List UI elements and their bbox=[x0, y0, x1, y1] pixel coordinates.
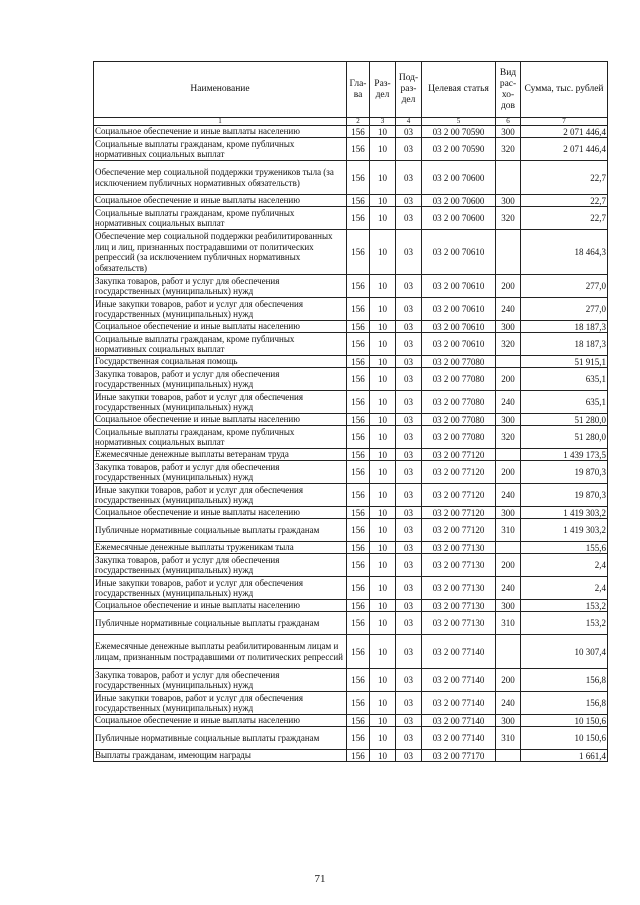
column-number: 5 bbox=[422, 118, 496, 126]
row-chapter: 156 bbox=[347, 635, 370, 669]
row-subsection: 03 bbox=[396, 542, 422, 554]
row-target: 03 2 00 77080 bbox=[422, 391, 496, 414]
row-expense-type: 320 bbox=[496, 138, 521, 161]
row-name: Закупка товаров, работ и услуг для обеспечения государственных (муниципальных) нужд bbox=[94, 554, 347, 577]
table-row bbox=[94, 519, 608, 542]
row-subsection: 03 bbox=[396, 426, 422, 449]
row-amount: 635,1 bbox=[521, 368, 608, 391]
table-row bbox=[94, 321, 608, 333]
row-name: Государственная социальная помощь bbox=[94, 356, 347, 368]
row-name: Публичные нормативные социальные выплаты гражданам bbox=[94, 727, 347, 750]
row-section: 10 bbox=[370, 391, 396, 414]
row-amount: 2 071 446,4 bbox=[521, 126, 608, 138]
row-name: Закупка товаров, работ и услуг для обеспечения государственных (муниципальных) нужд bbox=[94, 461, 347, 484]
row-chapter: 156 bbox=[347, 727, 370, 750]
row-target: 03 2 00 77120 bbox=[422, 461, 496, 484]
column-number: 2 bbox=[347, 118, 370, 126]
row-subsection: 03 bbox=[396, 612, 422, 635]
row-name: Иные закупки товаров, работ и услуг для обеспечения государственных (муниципальных) нужд bbox=[94, 484, 347, 507]
header-row bbox=[94, 62, 608, 118]
row-chapter: 156 bbox=[347, 484, 370, 507]
row-name: Закупка товаров, работ и услуг для обеспечения государственных (муниципальных) нужд bbox=[94, 669, 347, 692]
row-expense-type bbox=[496, 635, 521, 669]
row-chapter: 156 bbox=[347, 414, 370, 426]
row-name: Социальное обеспечение и иные выплаты населению bbox=[94, 715, 347, 727]
table-row bbox=[94, 333, 608, 356]
column-number: 4 bbox=[396, 118, 422, 126]
row-chapter: 156 bbox=[347, 750, 370, 762]
row-subsection: 03 bbox=[396, 715, 422, 727]
row-section: 10 bbox=[370, 195, 396, 207]
row-section: 10 bbox=[370, 333, 396, 356]
header-name: Наименование bbox=[94, 62, 347, 118]
column-number: 3 bbox=[370, 118, 396, 126]
row-chapter: 156 bbox=[347, 391, 370, 414]
row-chapter: 156 bbox=[347, 161, 370, 195]
row-subsection: 03 bbox=[396, 356, 422, 368]
row-target: 03 2 00 77080 bbox=[422, 414, 496, 426]
row-name: Закупка товаров, работ и услуг для обеспечения государственных (муниципальных) нужд bbox=[94, 275, 347, 298]
row-chapter: 156 bbox=[347, 207, 370, 230]
row-target: 03 2 00 77120 bbox=[422, 519, 496, 542]
row-name: Публичные нормативные социальные выплаты гражданам bbox=[94, 519, 347, 542]
row-subsection: 03 bbox=[396, 230, 422, 275]
row-chapter: 156 bbox=[347, 612, 370, 635]
row-expense-type: 200 bbox=[496, 461, 521, 484]
row-amount: 18 464,3 bbox=[521, 230, 608, 275]
row-section: 10 bbox=[370, 519, 396, 542]
row-amount: 156,8 bbox=[521, 669, 608, 692]
table-row bbox=[94, 391, 608, 414]
row-target: 03 2 00 77120 bbox=[422, 507, 496, 519]
row-subsection: 03 bbox=[396, 298, 422, 321]
table-row bbox=[94, 727, 608, 750]
row-name: Социальные выплаты гражданам, кроме публичных нормативных социальных выплат bbox=[94, 333, 347, 356]
table-row bbox=[94, 426, 608, 449]
row-subsection: 03 bbox=[396, 519, 422, 542]
row-chapter: 156 bbox=[347, 600, 370, 612]
budget-table bbox=[93, 61, 608, 762]
row-chapter: 156 bbox=[347, 715, 370, 727]
table-row bbox=[94, 230, 608, 275]
column-number: 7 bbox=[521, 118, 608, 126]
row-expense-type: 240 bbox=[496, 391, 521, 414]
table-row bbox=[94, 449, 608, 461]
row-target: 03 2 00 77120 bbox=[422, 449, 496, 461]
row-subsection: 03 bbox=[396, 126, 422, 138]
row-name: Обеспечение мер социальной поддержки тружеников тыла (за исключением публичных нормативных обязательств) bbox=[94, 161, 347, 195]
row-name: Публичные нормативные социальные выплаты гражданам bbox=[94, 612, 347, 635]
row-chapter: 156 bbox=[347, 138, 370, 161]
row-chapter: 156 bbox=[347, 333, 370, 356]
row-subsection: 03 bbox=[396, 484, 422, 507]
table-row bbox=[94, 577, 608, 600]
header-section: Раз-дел bbox=[370, 62, 396, 118]
row-section: 10 bbox=[370, 635, 396, 669]
row-subsection: 03 bbox=[396, 321, 422, 333]
row-amount: 1 419 303,2 bbox=[521, 507, 608, 519]
row-name: Иные закупки товаров, работ и услуг для обеспечения государственных (муниципальных) нужд bbox=[94, 577, 347, 600]
row-amount: 1 419 303,2 bbox=[521, 519, 608, 542]
row-subsection: 03 bbox=[396, 507, 422, 519]
row-subsection: 03 bbox=[396, 692, 422, 715]
header-chapter: Гла-ва bbox=[347, 62, 370, 118]
row-subsection: 03 bbox=[396, 207, 422, 230]
row-amount: 22,7 bbox=[521, 195, 608, 207]
row-chapter: 156 bbox=[347, 554, 370, 577]
row-subsection: 03 bbox=[396, 449, 422, 461]
row-target: 03 2 00 70590 bbox=[422, 126, 496, 138]
row-section: 10 bbox=[370, 554, 396, 577]
row-subsection: 03 bbox=[396, 750, 422, 762]
row-name: Закупка товаров, работ и услуг для обеспечения государственных (муниципальных) нужд bbox=[94, 368, 347, 391]
row-amount: 51 915,1 bbox=[521, 356, 608, 368]
row-amount: 155,6 bbox=[521, 542, 608, 554]
row-target: 03 2 00 70600 bbox=[422, 161, 496, 195]
row-target: 03 2 00 77130 bbox=[422, 542, 496, 554]
table-row bbox=[94, 195, 608, 207]
row-subsection: 03 bbox=[396, 635, 422, 669]
row-section: 10 bbox=[370, 368, 396, 391]
row-expense-type: 200 bbox=[496, 669, 521, 692]
row-name: Социальное обеспечение и иные выплаты населению bbox=[94, 507, 347, 519]
row-name: Социальное обеспечение и иные выплаты населению bbox=[94, 126, 347, 138]
row-chapter: 156 bbox=[347, 461, 370, 484]
row-chapter: 156 bbox=[347, 321, 370, 333]
row-amount: 2,4 bbox=[521, 554, 608, 577]
header-target: Целевая статья bbox=[422, 62, 496, 118]
row-name: Социальное обеспечение и иные выплаты населению bbox=[94, 600, 347, 612]
table-row bbox=[94, 715, 608, 727]
table-row bbox=[94, 484, 608, 507]
row-subsection: 03 bbox=[396, 333, 422, 356]
row-section: 10 bbox=[370, 321, 396, 333]
row-target: 03 2 00 70610 bbox=[422, 333, 496, 356]
row-name: Обеспечение мер социальной поддержки реабилитированных лиц и лиц, признанных пострадавшими от политических репрессий (за исключением публичных нормативных обязательств) bbox=[94, 230, 347, 275]
row-section: 10 bbox=[370, 426, 396, 449]
row-subsection: 03 bbox=[396, 461, 422, 484]
row-amount: 10 150,6 bbox=[521, 715, 608, 727]
row-name: Социальное обеспечение и иные выплаты населению bbox=[94, 195, 347, 207]
row-subsection: 03 bbox=[396, 161, 422, 195]
row-expense-type: 320 bbox=[496, 333, 521, 356]
row-amount: 635,1 bbox=[521, 391, 608, 414]
row-expense-type: 200 bbox=[496, 554, 521, 577]
row-subsection: 03 bbox=[396, 414, 422, 426]
table-row bbox=[94, 161, 608, 195]
row-chapter: 156 bbox=[347, 507, 370, 519]
row-amount: 2 071 446,4 bbox=[521, 138, 608, 161]
row-name: Социальное обеспечение и иные выплаты населению bbox=[94, 414, 347, 426]
row-expense-type: 300 bbox=[496, 321, 521, 333]
table-row bbox=[94, 692, 608, 715]
row-amount: 22,7 bbox=[521, 161, 608, 195]
row-name: Социальные выплаты гражданам, кроме публичных нормативных социальных выплат bbox=[94, 426, 347, 449]
row-name: Ежемесячные денежные выплаты ветеранам труда bbox=[94, 449, 347, 461]
table-row bbox=[94, 298, 608, 321]
table-row bbox=[94, 507, 608, 519]
table-row bbox=[94, 542, 608, 554]
row-expense-type: 200 bbox=[496, 275, 521, 298]
row-section: 10 bbox=[370, 577, 396, 600]
row-expense-type: 300 bbox=[496, 600, 521, 612]
row-expense-type: 240 bbox=[496, 484, 521, 507]
row-chapter: 156 bbox=[347, 692, 370, 715]
row-expense-type: 300 bbox=[496, 715, 521, 727]
row-subsection: 03 bbox=[396, 669, 422, 692]
table-row bbox=[94, 126, 608, 138]
row-expense-type: 300 bbox=[496, 195, 521, 207]
row-target: 03 2 00 77130 bbox=[422, 612, 496, 635]
row-amount: 2,4 bbox=[521, 577, 608, 600]
row-target: 03 2 00 77130 bbox=[422, 577, 496, 600]
row-expense-type bbox=[496, 542, 521, 554]
row-amount: 51 280,0 bbox=[521, 414, 608, 426]
row-chapter: 156 bbox=[347, 356, 370, 368]
row-section: 10 bbox=[370, 161, 396, 195]
row-expense-type bbox=[496, 449, 521, 461]
row-expense-type bbox=[496, 750, 521, 762]
row-subsection: 03 bbox=[396, 275, 422, 298]
row-name: Иные закупки товаров, работ и услуг для обеспечения государственных (муниципальных) нужд bbox=[94, 692, 347, 715]
row-target: 03 2 00 77170 bbox=[422, 750, 496, 762]
budget-table-container bbox=[93, 61, 607, 762]
row-name: Ежемесячные денежные выплаты труженикам тыла bbox=[94, 542, 347, 554]
row-expense-type: 320 bbox=[496, 426, 521, 449]
row-amount: 153,2 bbox=[521, 612, 608, 635]
row-chapter: 156 bbox=[347, 426, 370, 449]
table-row bbox=[94, 554, 608, 577]
row-name: Социальные выплаты гражданам, кроме публичных нормативных социальных выплат bbox=[94, 207, 347, 230]
row-subsection: 03 bbox=[396, 368, 422, 391]
row-target: 03 2 00 77140 bbox=[422, 692, 496, 715]
row-expense-type: 200 bbox=[496, 368, 521, 391]
row-chapter: 156 bbox=[347, 126, 370, 138]
row-target: 03 2 00 77130 bbox=[422, 600, 496, 612]
row-amount: 277,0 bbox=[521, 298, 608, 321]
row-section: 10 bbox=[370, 507, 396, 519]
table-row bbox=[94, 207, 608, 230]
row-section: 10 bbox=[370, 207, 396, 230]
row-amount: 19 870,3 bbox=[521, 484, 608, 507]
row-subsection: 03 bbox=[396, 577, 422, 600]
row-section: 10 bbox=[370, 692, 396, 715]
column-number: 6 bbox=[496, 118, 521, 126]
column-number: 1 bbox=[94, 118, 347, 126]
row-expense-type: 240 bbox=[496, 692, 521, 715]
row-subsection: 03 bbox=[396, 554, 422, 577]
row-amount: 156,8 bbox=[521, 692, 608, 715]
row-subsection: 03 bbox=[396, 391, 422, 414]
row-target: 03 2 00 70600 bbox=[422, 195, 496, 207]
row-section: 10 bbox=[370, 715, 396, 727]
row-chapter: 156 bbox=[347, 275, 370, 298]
row-name: Выплаты гражданам, имеющим награды bbox=[94, 750, 347, 762]
table-row bbox=[94, 356, 608, 368]
row-amount: 22,7 bbox=[521, 207, 608, 230]
row-target: 03 2 00 70610 bbox=[422, 230, 496, 275]
row-section: 10 bbox=[370, 669, 396, 692]
row-section: 10 bbox=[370, 126, 396, 138]
row-amount: 153,2 bbox=[521, 600, 608, 612]
row-chapter: 156 bbox=[347, 298, 370, 321]
row-subsection: 03 bbox=[396, 600, 422, 612]
row-target: 03 2 00 77120 bbox=[422, 484, 496, 507]
row-chapter: 156 bbox=[347, 542, 370, 554]
row-expense-type bbox=[496, 230, 521, 275]
row-amount: 18 187,3 bbox=[521, 321, 608, 333]
row-amount: 10 307,4 bbox=[521, 635, 608, 669]
row-section: 10 bbox=[370, 414, 396, 426]
row-section: 10 bbox=[370, 542, 396, 554]
row-target: 03 2 00 77140 bbox=[422, 715, 496, 727]
row-expense-type: 300 bbox=[496, 414, 521, 426]
row-target: 03 2 00 70590 bbox=[422, 138, 496, 161]
row-chapter: 156 bbox=[347, 669, 370, 692]
row-target: 03 2 00 77130 bbox=[422, 554, 496, 577]
row-expense-type bbox=[496, 161, 521, 195]
row-name: Социальные выплаты гражданам, кроме публичных нормативных социальных выплат bbox=[94, 138, 347, 161]
row-name: Иные закупки товаров, работ и услуг для обеспечения государственных (муниципальных) нужд bbox=[94, 391, 347, 414]
row-chapter: 156 bbox=[347, 368, 370, 391]
row-target: 03 2 00 77080 bbox=[422, 426, 496, 449]
row-section: 10 bbox=[370, 356, 396, 368]
column-number-row bbox=[94, 118, 608, 126]
row-target: 03 2 00 77140 bbox=[422, 635, 496, 669]
row-section: 10 bbox=[370, 449, 396, 461]
row-chapter: 156 bbox=[347, 577, 370, 600]
row-section: 10 bbox=[370, 275, 396, 298]
header-amount: Сумма, тыс. рублей bbox=[521, 62, 608, 118]
table-row bbox=[94, 368, 608, 391]
row-expense-type: 240 bbox=[496, 298, 521, 321]
table-row bbox=[94, 600, 608, 612]
table-row bbox=[94, 750, 608, 762]
row-section: 10 bbox=[370, 138, 396, 161]
row-section: 10 bbox=[370, 727, 396, 750]
table-body bbox=[94, 126, 608, 762]
row-target: 03 2 00 70610 bbox=[422, 275, 496, 298]
row-expense-type: 310 bbox=[496, 612, 521, 635]
row-expense-type bbox=[496, 356, 521, 368]
row-expense-type: 310 bbox=[496, 727, 521, 750]
row-chapter: 156 bbox=[347, 519, 370, 542]
row-chapter: 156 bbox=[347, 195, 370, 207]
row-subsection: 03 bbox=[396, 138, 422, 161]
row-amount: 51 280,0 bbox=[521, 426, 608, 449]
table-row bbox=[94, 669, 608, 692]
row-name: Социальное обеспечение и иные выплаты населению bbox=[94, 321, 347, 333]
row-amount: 277,0 bbox=[521, 275, 608, 298]
row-section: 10 bbox=[370, 600, 396, 612]
row-section: 10 bbox=[370, 230, 396, 275]
row-chapter: 156 bbox=[347, 230, 370, 275]
row-target: 03 2 00 70610 bbox=[422, 321, 496, 333]
row-amount: 18 187,3 bbox=[521, 333, 608, 356]
row-target: 03 2 00 77140 bbox=[422, 669, 496, 692]
row-subsection: 03 bbox=[396, 195, 422, 207]
table-row bbox=[94, 138, 608, 161]
header-expense-type: Вид рас-хо-дов bbox=[496, 62, 521, 118]
row-chapter: 156 bbox=[347, 449, 370, 461]
row-expense-type: 300 bbox=[496, 507, 521, 519]
row-expense-type: 300 bbox=[496, 126, 521, 138]
row-section: 10 bbox=[370, 298, 396, 321]
row-name: Иные закупки товаров, работ и услуг для обеспечения государственных (муниципальных) нужд bbox=[94, 298, 347, 321]
row-section: 10 bbox=[370, 612, 396, 635]
row-section: 10 bbox=[370, 461, 396, 484]
page-number: 71 bbox=[314, 873, 326, 885]
row-name: Ежемесячные денежные выплаты реабилитированным лицам и лицам, признанным пострадавшими от политических репрессий bbox=[94, 635, 347, 669]
row-target: 03 2 00 77080 bbox=[422, 368, 496, 391]
row-amount: 1 661,4 bbox=[521, 750, 608, 762]
row-expense-type: 320 bbox=[496, 207, 521, 230]
row-target: 03 2 00 77080 bbox=[422, 356, 496, 368]
row-section: 10 bbox=[370, 484, 396, 507]
row-amount: 19 870,3 bbox=[521, 461, 608, 484]
row-amount: 10 150,6 bbox=[521, 727, 608, 750]
table-row bbox=[94, 275, 608, 298]
table-row bbox=[94, 461, 608, 484]
table-row bbox=[94, 612, 608, 635]
row-target: 03 2 00 77140 bbox=[422, 727, 496, 750]
row-expense-type: 240 bbox=[496, 577, 521, 600]
row-section: 10 bbox=[370, 750, 396, 762]
row-expense-type: 310 bbox=[496, 519, 521, 542]
table-row bbox=[94, 635, 608, 669]
row-target: 03 2 00 70600 bbox=[422, 207, 496, 230]
row-target: 03 2 00 70610 bbox=[422, 298, 496, 321]
row-subsection: 03 bbox=[396, 727, 422, 750]
row-amount: 1 439 173,5 bbox=[521, 449, 608, 461]
header-subsection: Под-раз-дел bbox=[396, 62, 422, 118]
table-row bbox=[94, 414, 608, 426]
